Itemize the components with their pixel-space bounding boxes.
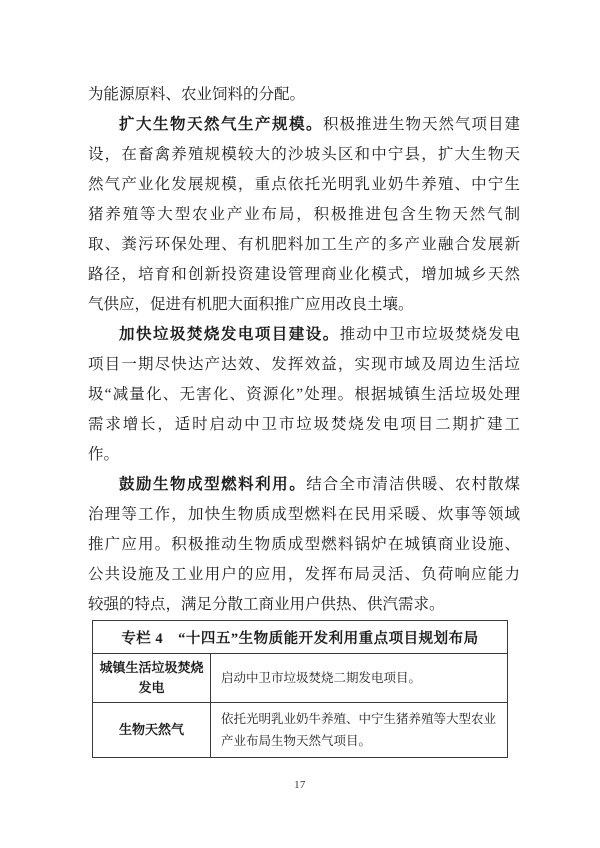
column-box-table [92, 620, 508, 758]
table-header-row [93, 621, 508, 654]
paragraph-biogas-expansion [88, 110, 520, 320]
body-line: 推广应用。积极推动生物质成型燃料锅炉在城镇商业设施、 [88, 536, 520, 553]
paragraph-waste-incineration [88, 320, 520, 470]
body-line: 取、粪污环保处理、有机肥料加工生产的多产业融合发展新 [88, 236, 520, 253]
body-line: 为能源原料、农业饲料的分配。 [88, 86, 306, 103]
body-line: 路径，培育和创新投资建设管理商业化模式，增加城乡天然 [88, 266, 520, 283]
body-line: 项目一期尽快达产达效、发挥效益，实现市域及周边生活垃 [88, 356, 520, 373]
body-line: 设，在畜禽养殖规模较大的沙坡头区和中宁县，扩大生物天 [88, 146, 520, 163]
paragraph-lead-rest: 结合全市清洁供暖、农村散煤 [306, 476, 520, 493]
paragraph-lead-bold: 加快垃圾焚烧发电项目建设。 [119, 326, 340, 343]
paragraph-lead-bold: 扩大生物天然气生产规模。 [119, 116, 323, 133]
body-line: 公共设施及工业用户的应用，发挥布局灵活、负荷响应能力 [88, 566, 520, 583]
row-label-biogas: 生物天然气 [93, 703, 211, 758]
paragraph-lead-rest: 积极推进生物天然气项目建 [323, 116, 520, 133]
paragraph-biomass-fuel [88, 470, 520, 620]
paragraph-lead-rest: 推动中卫市垃圾焚烧发电 [339, 326, 520, 343]
body-line [88, 470, 520, 500]
body-line: 气供应，促进有机肥大面积推广应用改良土壤。 [88, 296, 414, 313]
body-text [88, 80, 520, 620]
paragraph-lead-bold: 鼓励生物成型燃料利用。 [119, 476, 307, 493]
body-line [88, 110, 520, 140]
body-line: 然气产业化发展规模，重点依托光明乳业奶牛养殖、中宁生 [88, 176, 520, 193]
table-row [93, 654, 508, 703]
body-line: 猪养殖等大型农业产业布局，积极推进包含生物天然气制 [88, 206, 520, 223]
page-number: 17 [294, 780, 306, 791]
body-line: 圾“减量化、无害化、资源化”处理。根据城镇生活垃圾处理 [88, 386, 520, 403]
body-line: 作。 [88, 446, 120, 463]
body-line: 较强的特点，满足分散工商业用户供热、供汽需求。 [88, 596, 445, 613]
row-content-waste-incineration: 启动中卫市垃圾焚烧二期发电项目。 [211, 654, 508, 703]
table-row [93, 703, 508, 758]
row-label-waste-incineration: 城镇生活垃圾焚烧发电 [93, 654, 211, 703]
table-title: 专栏 4 “十四五”生物质能开发利用重点项目规划布局 [93, 621, 508, 654]
paragraph-allocation-end [88, 80, 520, 110]
body-line: 治理等工作，加快生物质成型燃料在民用采暖、炊事等领域 [88, 506, 520, 523]
row-content-biogas: 依托光明乳业奶牛养殖、中宁生猪养殖等大型农业产业布局生物天然气项目。 [211, 703, 508, 758]
body-line [88, 320, 520, 350]
body-line: 需求增长，适时启动中卫市垃圾焚烧发电项目二期扩建工 [88, 416, 520, 433]
